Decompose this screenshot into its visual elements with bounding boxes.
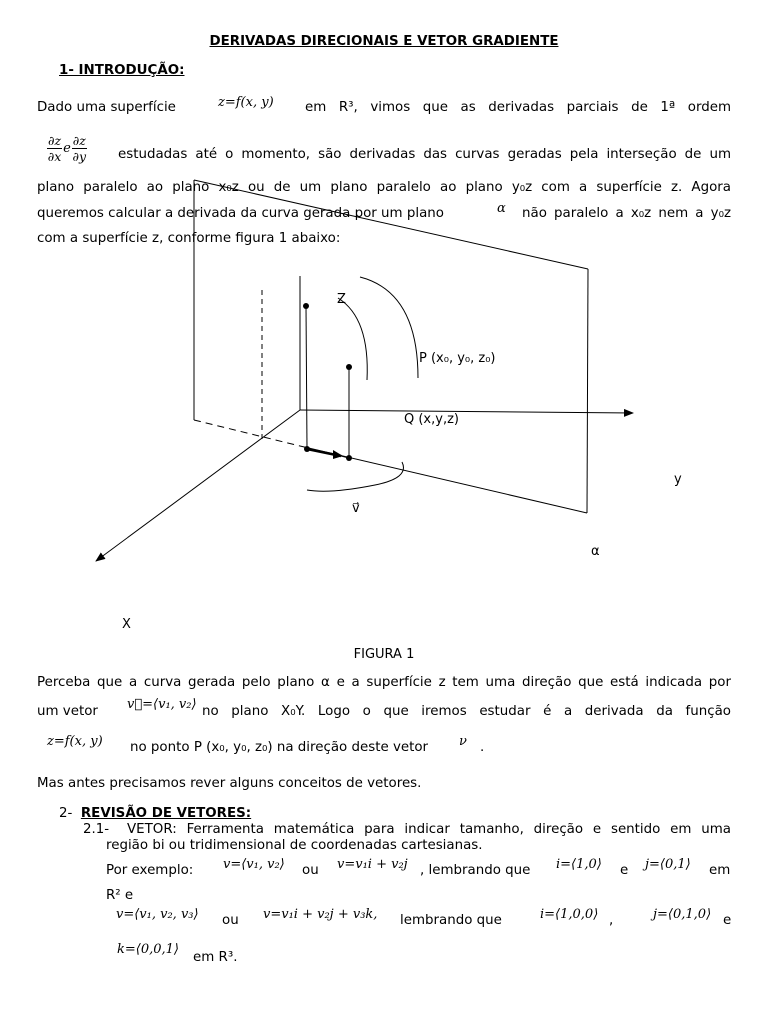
example-e-1: e	[620, 863, 629, 878]
p2-text-b: no plano X₀Y. Logo o que iremos estudar é a derivada da função	[202, 704, 731, 719]
axis-x	[96, 410, 300, 561]
surface-curve-inner	[338, 298, 367, 380]
p2-nu: ν	[459, 734, 467, 749]
p2-line-1: Perceba que a curva gerada pelo plano α e a superfície z tem uma direção que está indicada por	[37, 675, 731, 690]
p2-vector-eq: v⃗=⟨v₁, v₂⟩	[127, 697, 197, 712]
figure-caption: FIGURA 1	[353, 647, 415, 662]
partial-num-1: ∂z	[48, 133, 62, 148]
document-title: DERIVADAS DIRECIONAIS E VETOR GRADIENTE	[209, 34, 559, 49]
p2-period: .	[480, 740, 485, 755]
p1-equation-surface: z=f(x, y)	[218, 95, 274, 110]
partial-den-2: ∂y	[72, 149, 87, 164]
p1-text-b: em R³, vimos que as derivadas parciais de 1ª ordem	[305, 100, 731, 115]
section-2-heading	[59, 806, 251, 821]
section-1-heading: 1- INTRODUÇÃO:	[59, 63, 185, 78]
partial-den-1: ∂x	[47, 149, 62, 164]
plane-alpha	[194, 180, 588, 513]
example3-eq-2: v=v₁i + v₂j + v₃k,	[263, 907, 378, 922]
figure-label-q: Q (x,y,z)	[404, 412, 459, 427]
surface-curve-outer	[360, 277, 418, 378]
example-label: Por exemplo:	[106, 863, 194, 878]
p1-text-a: Dado uma superfície	[37, 100, 176, 115]
point-base-q	[346, 455, 352, 461]
figure-label-y: y	[674, 472, 682, 487]
partial-e: e	[63, 141, 71, 156]
partial-num-2: ∂z	[72, 133, 86, 148]
p2-text-c: no ponto P (x₀, y₀, z₀) na direção deste vetor	[130, 740, 429, 755]
p1-text-g: com a superfície z, conforme figura 1 abaixo:	[37, 231, 341, 246]
example-eq-4: j=⟨0,1⟩	[645, 857, 691, 872]
example3-eq-5: k=⟨0,0,1⟩	[117, 942, 179, 957]
example3-eq-3: i=⟨1,0,0⟩	[540, 907, 599, 922]
example3-ou: ou	[222, 913, 239, 928]
p1-text-e: queremos calcular a derivada da curva gerada por um plano	[37, 206, 444, 221]
p1-text-d: plano paralelo ao plano x₀z ou de um plano paralelo ao plano y₀z com a superfície z. Agora	[37, 180, 731, 195]
figure-label-x: X	[122, 617, 131, 632]
p2-function-eq: z=f(x, y)	[47, 734, 103, 749]
example3-comma: ,	[609, 913, 614, 928]
section-2-number: 2-	[59, 806, 73, 821]
example-eq-2: v=v₁i + v₂j	[337, 857, 408, 872]
point-top-p	[303, 303, 309, 309]
p1-text-c: estudadas até o momento, são derivadas das curvas geradas pela interseção de um	[118, 147, 731, 162]
example-em: em	[709, 863, 731, 878]
example3-e: e	[723, 913, 732, 928]
figure-label-p: P (x₀, y₀, z₀)	[419, 351, 496, 366]
point-base-p	[304, 446, 310, 452]
figure-label-z: Z	[337, 292, 346, 307]
example-ou-1: ou	[302, 863, 319, 878]
p2-text-a: um vetor	[37, 704, 98, 719]
figure-label-alpha: α	[591, 544, 600, 559]
item-2-1-number: 2.1-	[83, 822, 110, 837]
item-2-1-line-2: região bi ou tridimensional de coordenadas cartesianas.	[106, 838, 483, 853]
segment-from-p	[306, 306, 307, 449]
paragraph-3: Mas antes precisamos rever alguns conceitos de vetores.	[37, 776, 422, 791]
item-2-1-line-1: VETOR: Ferramenta matemática para indicar tamanho, direção e sentido em uma	[127, 822, 731, 837]
p1-alpha: α	[497, 201, 506, 216]
figure-label-v: v⃗	[352, 501, 360, 516]
example-text-b: , lembrando que	[420, 863, 531, 878]
example-r2: R² e	[106, 888, 134, 903]
example3-end: em R³.	[193, 950, 238, 965]
section-2-title: REVISÃO DE VETORES:	[80, 806, 252, 821]
example3-eq-1: v=⟨v₁, v₂, v₃⟩	[116, 907, 199, 922]
example3-text-b: lembrando que	[400, 913, 502, 928]
example-eq-1: v=⟨v₁, v₂⟩	[223, 857, 285, 872]
p1-text-f: não paralelo a x₀z nem a y₀z	[522, 206, 731, 221]
point-top-q	[346, 364, 352, 370]
example3-eq-4: j=⟨0,1,0⟩	[653, 907, 712, 922]
axis-y	[300, 410, 633, 413]
vector-v-arrowhead	[333, 450, 343, 459]
example-eq-3: i=⟨1,0⟩	[556, 857, 602, 872]
